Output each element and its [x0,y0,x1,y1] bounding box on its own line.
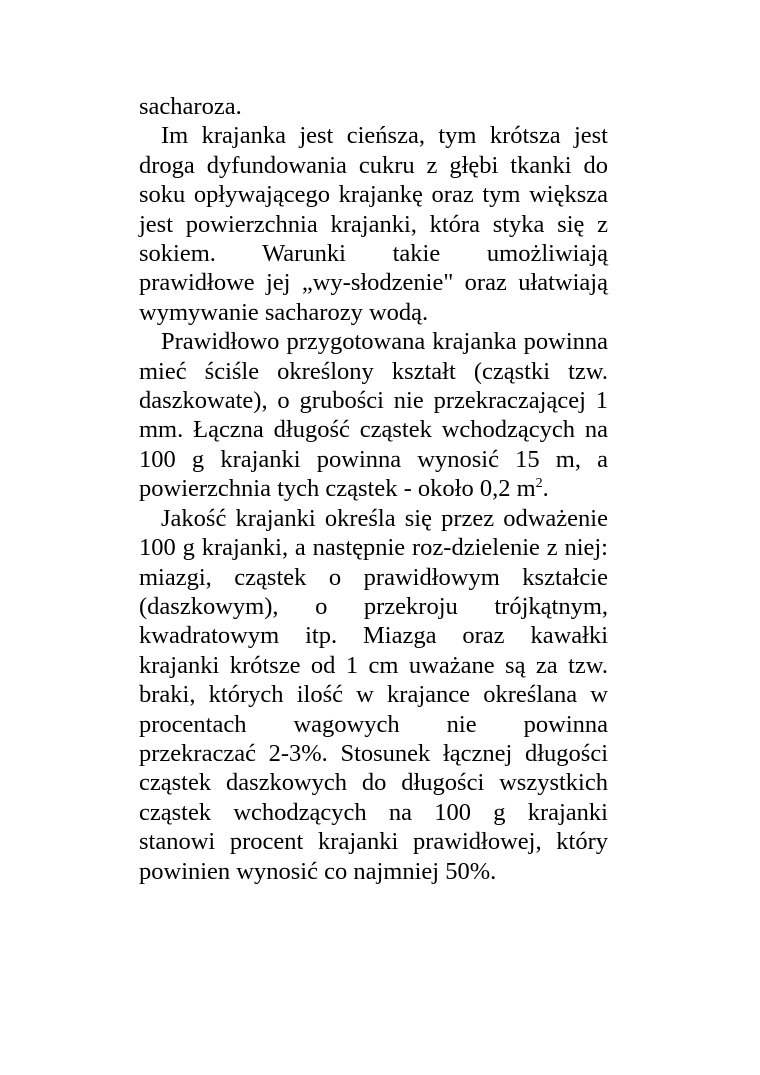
superscript-exponent: 2 [535,476,543,492]
paragraph-slice-shape-text: Prawidłowo przygotowana krajanka powinna mieć ściśle określony kształt (cząstki tzw. daszkowate), o grubości nie przekraczającej 1 mm. Łączna długość cząstek wchodzących na 100 g krajanki powinna wynosić 15 m, a powierzchnia tych cząstek - około 0,2 m [139,328,608,503]
paragraph-slice-thickness: Im krajanka jest cieńsza, tym krótsza jest droga dyfundowania cukru z głębi tkanki do soku opływającego krajankę oraz tym większa jest powierzchnia krajanki, która styka się z sokiem. Warunki takie umożliwiają prawidłowe jej „wy-słodzenie" oraz ułatwiają wymywanie sacharozy wodą. [139,122,608,326]
document-page [139,92,608,886]
paragraph-slice-quality: Jakość krajanki określa się przez odważenie 100 g krajanki, a następnie roz-dzielenie z niej: miazgi, cząstek o prawidłowym kształcie (daszkowym), o przekroju trójkątnym, kwadratowym itp. Miazga oraz kawałki krajanki krótsze od 1 cm uważane są za tzw. braki, których ilość w krajance określana w procentach wagowych nie powinna przekraczać 2-3%. Stosunek łącznej długości cząstek daszkowych do długości wszystkich cząstek wchodzących na 100 g krajanki stanowi procent krajanki prawidłowej, który powinien wynosić co najmniej 50%. [139,504,608,885]
paragraph-continuation: sacharoza. [139,93,242,120]
paragraph-slice-shape [139,327,608,503]
paragraph-slice-shape-end: . [542,475,549,503]
